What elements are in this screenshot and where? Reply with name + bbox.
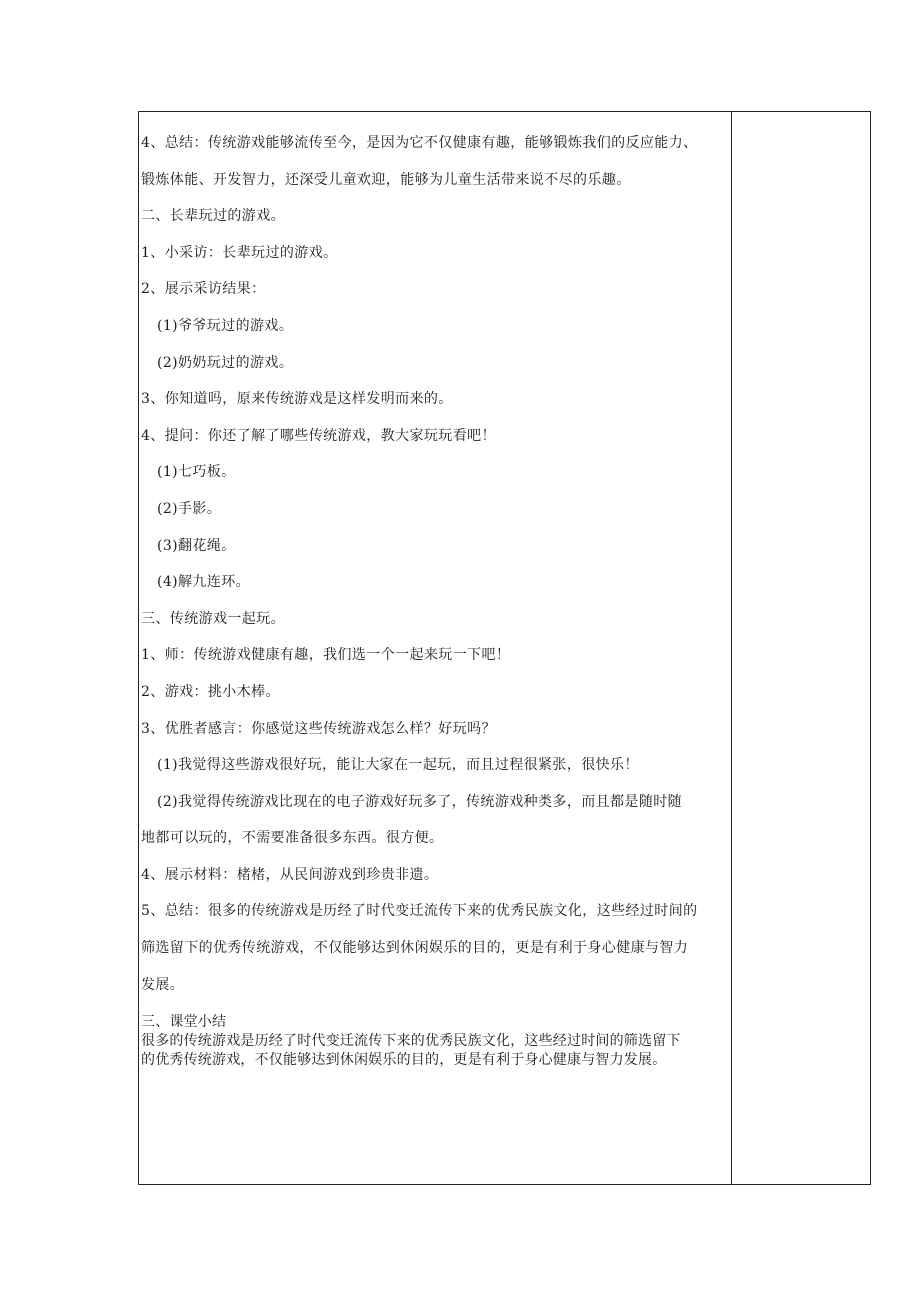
text-line: 4、展示材料：楮楮，从民间游戏到珍贵非遗。 xyxy=(141,866,439,883)
list-item: (2)奶奶玩过的游戏。 xyxy=(157,354,294,371)
section-heading: 三、传统游戏一起玩。 xyxy=(141,610,285,627)
list-item: (1)爷爷玩过的游戏。 xyxy=(157,317,294,334)
lesson-content-cell xyxy=(139,112,731,1184)
notes-cell xyxy=(732,112,870,1184)
text-line: 2、游戏：挑小木棒。 xyxy=(141,683,280,700)
text-line: 3、优胜者感言：你感觉这些传统游戏怎么样？好玩吗？ xyxy=(141,720,496,737)
summary-title: 三、课堂小结 xyxy=(141,1014,227,1030)
summary-text: 很多的传统游戏是历经了时代变迁流传下来的优秀民族文化，这些经过时间的筛选留下 xyxy=(141,1033,681,1049)
lesson-body xyxy=(141,125,731,1003)
text-line: 5、总结：很多的传统游戏是历经了时代变迁流传下来的优秀民族文化，这些经过时间的 xyxy=(141,903,698,920)
section-heading: 二、长辈玩过的游戏。 xyxy=(141,208,285,225)
text-line: 地都可以玩的，不需要准备很多东西。很方便。 xyxy=(141,830,444,847)
text-line: 1、小采访：长辈玩过的游戏。 xyxy=(141,244,338,261)
class-summary xyxy=(141,1013,731,1070)
text-line: 锻炼体能、开发智力，还深受儿童欢迎，能够为儿童生活带来说不尽的乐趣。 xyxy=(141,171,631,188)
text-line: 发展。 xyxy=(141,976,185,993)
text-line: 3、你知道吗，原来传统游戏是这样发明而来的。 xyxy=(141,391,453,408)
list-item: (1)我觉得这些游戏很好玩，能让大家在一起玩，而且过程很紧张，很快乐！ xyxy=(157,757,639,774)
summary-text: 的优秀传统游戏，不仅能够达到休闲娱乐的目的，更是有利于身心健康与智力发展。 xyxy=(141,1052,667,1068)
text-line: 4、总结：传统游戏能够流传至今，是因为它不仅健康有趣，能够锻炼我们的反应能力、 xyxy=(141,135,698,151)
list-item: (2)我觉得传统游戏比现在的电子游戏好玩多了，传统游戏种类多，而且都是随时随 xyxy=(157,793,683,810)
text-line: 1、师：传统游戏健康有趣，我们选一个一起来玩一下吧！ xyxy=(141,647,511,664)
list-item: (1)七巧板。 xyxy=(157,464,236,481)
lesson-table xyxy=(138,111,871,1185)
list-item: (2)手影。 xyxy=(157,500,222,517)
text-line: 筛选留下的优秀传统游戏，不仅能够达到休闲娱乐的目的，更是有利于身心健康与智力 xyxy=(141,940,689,957)
list-item: (4)解九连环。 xyxy=(157,574,251,591)
text-line: 4、提问：你还了解了哪些传统游戏，教大家玩玩看吧！ xyxy=(141,427,496,444)
list-item: (3)翻花绳。 xyxy=(157,537,236,554)
text-line: 2、展示采访结果： xyxy=(141,281,266,298)
